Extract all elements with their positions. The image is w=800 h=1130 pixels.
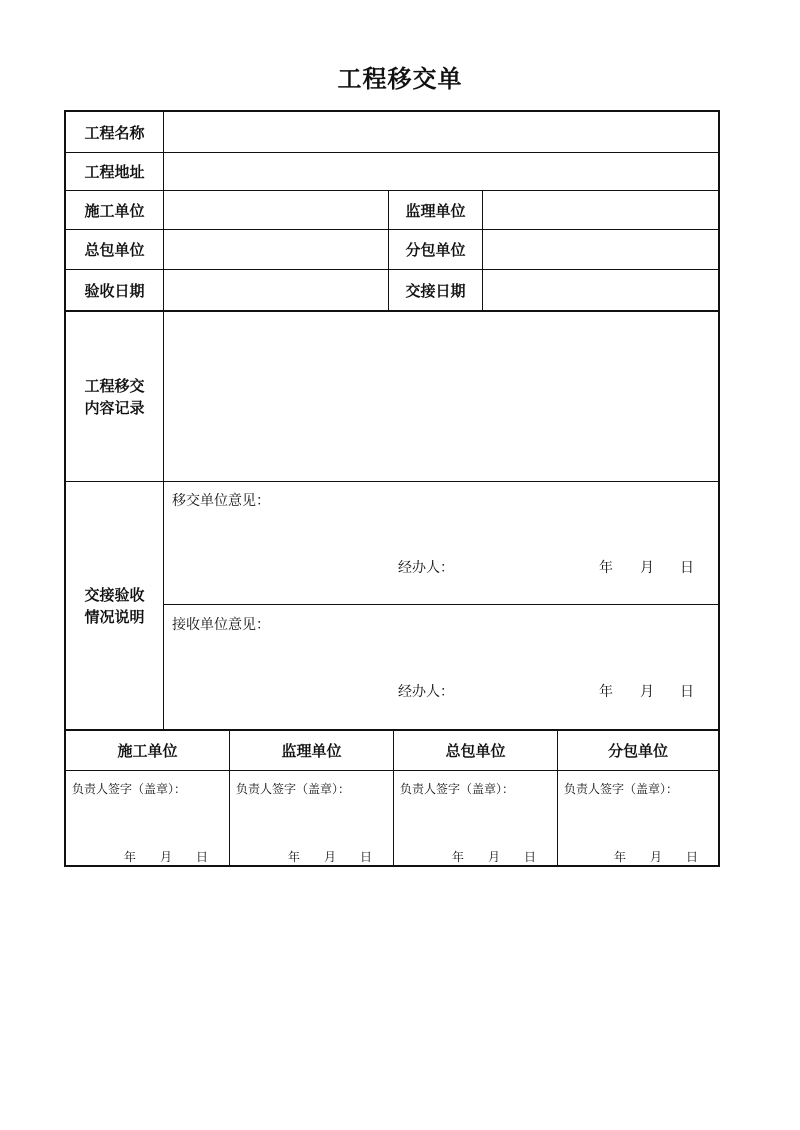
subcontractor-label: 分包单位	[405, 241, 466, 259]
signature-cell-supervision[interactable]	[230, 771, 393, 865]
signature-label: 负责人签字（盖章）：	[236, 782, 351, 796]
content-record-label-line2: 内容记录	[84, 398, 145, 417]
receiving-year-label: 年	[599, 684, 613, 700]
signature-day-label: 日	[360, 850, 373, 864]
signature-day-label: 日	[524, 850, 537, 864]
signature-day-label: 日	[196, 850, 209, 864]
handover-opinion-label: 移交单位意见：	[172, 493, 270, 509]
handover-month-label: 月	[640, 560, 654, 576]
content-record-field[interactable]	[164, 312, 718, 481]
signature-cell-general-contractor[interactable]	[394, 771, 557, 865]
general-contractor-label: 总包单位	[84, 241, 145, 259]
acceptance-description-label	[66, 482, 163, 729]
construction-unit-label: 施工单位	[84, 201, 145, 220]
content-record-label-line1: 工程移交	[84, 376, 145, 395]
handover-handler-label: 经办人：	[398, 560, 454, 576]
signature-year-label: 年	[614, 850, 627, 864]
signature-label: 负责人签字（盖章）：	[72, 782, 187, 796]
supervision-unit-label: 监理单位	[405, 201, 466, 220]
signature-header-supervision: 监理单位	[281, 742, 342, 760]
signature-label: 负责人签字（盖章）：	[564, 782, 679, 796]
signature-header-general-contractor: 总包单位	[445, 742, 506, 760]
supervision-unit-field[interactable]	[483, 191, 718, 229]
signature-year-label: 年	[124, 850, 137, 864]
acceptance-description-label-line2: 情况说明	[84, 607, 145, 626]
general-contractor-field[interactable]	[164, 230, 388, 269]
signature-year-label: 年	[452, 850, 465, 864]
content-record-label	[66, 312, 163, 481]
signature-day-label: 日	[686, 850, 699, 864]
signature-month-label: 月	[324, 850, 337, 864]
signature-label: 负责人签字（盖章）：	[400, 782, 515, 796]
handover-year-label: 年	[599, 560, 613, 576]
signature-header-subcontractor: 分包单位	[607, 742, 668, 760]
receiving-month-label: 月	[640, 684, 654, 700]
receiving-opinion-label: 接收单位意见：	[172, 617, 270, 633]
project-name-label: 工程名称	[84, 123, 145, 142]
handover-date-label: 交接日期	[405, 281, 466, 300]
acceptance-date-label: 验收日期	[84, 281, 145, 300]
project-name-field[interactable]	[164, 112, 718, 152]
receiving-opinion-field[interactable]	[164, 605, 718, 729]
document-title: 工程移交单	[337, 65, 463, 93]
handover-day-label: 日	[680, 560, 694, 576]
signature-month-label: 月	[650, 850, 663, 864]
handover-date-field[interactable]	[483, 270, 718, 310]
acceptance-date-field[interactable]	[164, 270, 388, 310]
signature-header-construction: 施工单位	[117, 742, 178, 760]
signature-cell-construction[interactable]	[66, 771, 229, 865]
construction-unit-field[interactable]	[164, 191, 388, 229]
signature-cell-subcontractor[interactable]	[558, 771, 718, 865]
project-address-label: 工程地址	[84, 163, 145, 181]
project-address-field[interactable]	[164, 153, 718, 190]
handover-opinion-field[interactable]	[164, 482, 718, 604]
acceptance-description-label-line1: 交接验收	[84, 585, 145, 604]
receiving-handler-label: 经办人：	[398, 684, 454, 700]
handover-form	[64, 110, 720, 867]
receiving-day-label: 日	[680, 684, 694, 700]
signature-month-label: 月	[160, 850, 173, 864]
signature-year-label: 年	[288, 850, 301, 864]
subcontractor-field[interactable]	[483, 230, 718, 269]
signature-month-label: 月	[488, 850, 501, 864]
